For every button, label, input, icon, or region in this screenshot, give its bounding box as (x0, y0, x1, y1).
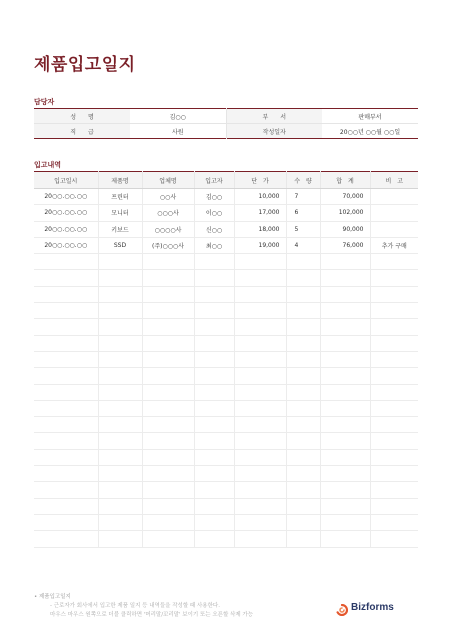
cell-receiver[interactable] (194, 498, 234, 514)
cell-receiver[interactable] (194, 335, 234, 351)
cell-date[interactable] (34, 254, 98, 270)
cell-receiver[interactable] (194, 286, 234, 302)
cell-date[interactable]: 20○○.○○.○○ (34, 189, 98, 205)
cell-vendor[interactable] (142, 417, 194, 433)
cell-product[interactable]: SSD (98, 237, 142, 253)
cell-receiver[interactable] (194, 319, 234, 335)
empty-item-row (34, 368, 418, 384)
cell-unit-price[interactable] (234, 466, 286, 482)
cell-total[interactable] (320, 433, 370, 449)
item-row (34, 205, 418, 221)
cell-total[interactable] (320, 466, 370, 482)
name-label: 성 명 (34, 109, 130, 124)
cell-note[interactable] (370, 254, 418, 270)
cell-date[interactable] (34, 514, 98, 530)
cell-quantity[interactable] (286, 368, 320, 384)
cell-unit-price[interactable] (234, 286, 286, 302)
cell-receiver[interactable] (194, 482, 234, 498)
name-value[interactable]: 김○○ (130, 109, 226, 124)
cell-receiver[interactable]: 김○○ (194, 189, 234, 205)
cell-product[interactable] (98, 482, 142, 498)
cell-unit-price[interactable] (234, 303, 286, 319)
cell-quantity[interactable]: 5 (286, 221, 320, 237)
bizforms-logo-icon (336, 601, 348, 613)
empty-item-row (34, 449, 418, 465)
cell-quantity[interactable] (286, 319, 320, 335)
manager-row (34, 124, 418, 139)
header-quantity: 수 량 (286, 172, 320, 189)
empty-item-row (34, 531, 418, 547)
cell-product[interactable] (98, 417, 142, 433)
cell-quantity[interactable] (286, 270, 320, 286)
cell-product[interactable] (98, 449, 142, 465)
cell-receiver[interactable] (194, 384, 234, 400)
cell-product[interactable] (98, 368, 142, 384)
cell-unit-price[interactable] (234, 417, 286, 433)
cell-note[interactable] (370, 221, 418, 237)
cell-product[interactable] (98, 433, 142, 449)
cell-note[interactable] (370, 335, 418, 351)
cell-date[interactable] (34, 319, 98, 335)
cell-date[interactable] (34, 270, 98, 286)
cell-receiver[interactable] (194, 466, 234, 482)
cell-receiver[interactable] (194, 514, 234, 530)
cell-vendor[interactable]: ○○○사 (142, 205, 194, 221)
cell-product[interactable] (98, 400, 142, 416)
cell-receiver[interactable]: 신○○ (194, 221, 234, 237)
cell-note[interactable] (370, 400, 418, 416)
cell-note[interactable] (370, 417, 418, 433)
cell-receiver[interactable]: 이○○ (194, 205, 234, 221)
empty-item-row (34, 433, 418, 449)
cell-quantity[interactable] (286, 449, 320, 465)
empty-item-row (34, 351, 418, 367)
cell-receiver[interactable]: 최○○ (194, 237, 234, 253)
cell-unit-price[interactable] (234, 498, 286, 514)
cell-quantity[interactable] (286, 286, 320, 302)
cell-vendor[interactable] (142, 319, 194, 335)
cell-date[interactable] (34, 400, 98, 416)
cell-total[interactable] (320, 351, 370, 367)
cell-vendor[interactable] (142, 514, 194, 530)
empty-item-row (34, 319, 418, 335)
cell-vendor[interactable] (142, 303, 194, 319)
cell-quantity[interactable]: 4 (286, 237, 320, 253)
cell-receiver[interactable] (194, 449, 234, 465)
cell-note[interactable]: 추가 구매 (370, 237, 418, 253)
header-date: 입고일시 (34, 172, 98, 189)
cell-total[interactable]: 102,000 (320, 205, 370, 221)
cell-quantity[interactable] (286, 514, 320, 530)
item-row (34, 189, 418, 205)
header-receiver: 입고자 (194, 172, 234, 189)
cell-vendor[interactable]: (주)○○○사 (142, 237, 194, 253)
header-product: 제품명 (98, 172, 142, 189)
cell-product[interactable] (98, 498, 142, 514)
cell-unit-price[interactable]: 17,000 (234, 205, 286, 221)
cell-quantity[interactable] (286, 303, 320, 319)
cell-total[interactable]: 90,000 (320, 221, 370, 237)
cell-vendor[interactable] (142, 254, 194, 270)
cell-quantity[interactable] (286, 384, 320, 400)
cell-receiver[interactable] (194, 417, 234, 433)
cell-vendor[interactable] (142, 351, 194, 367)
cell-date[interactable] (34, 433, 98, 449)
cell-vendor[interactable] (142, 270, 194, 286)
cell-note[interactable] (370, 368, 418, 384)
cell-product[interactable] (98, 319, 142, 335)
cell-quantity[interactable] (286, 335, 320, 351)
cell-unit-price[interactable] (234, 335, 286, 351)
cell-total[interactable] (320, 498, 370, 514)
cell-receiver[interactable] (194, 303, 234, 319)
cell-date[interactable]: 20○○.○○.○○ (34, 237, 98, 253)
cell-product[interactable] (98, 351, 142, 367)
cell-date[interactable] (34, 466, 98, 482)
cell-date[interactable] (34, 335, 98, 351)
cell-product[interactable] (98, 335, 142, 351)
cell-total[interactable] (320, 531, 370, 547)
empty-item-row (34, 466, 418, 482)
cell-total[interactable] (320, 449, 370, 465)
empty-item-row (34, 400, 418, 416)
cell-quantity[interactable]: 6 (286, 205, 320, 221)
cell-note[interactable] (370, 189, 418, 205)
cell-total[interactable] (320, 286, 370, 302)
department-value[interactable]: 판매부서 (322, 109, 418, 124)
cell-total[interactable] (320, 368, 370, 384)
header-note: 비 고 (370, 172, 418, 189)
cell-quantity[interactable] (286, 466, 320, 482)
cell-total[interactable] (320, 514, 370, 530)
cell-vendor[interactable] (142, 368, 194, 384)
cell-note[interactable] (370, 270, 418, 286)
cell-product[interactable] (98, 254, 142, 270)
cell-vendor[interactable] (142, 498, 194, 514)
cell-note[interactable] (370, 205, 418, 221)
cell-vendor[interactable] (142, 384, 194, 400)
cell-total[interactable] (320, 335, 370, 351)
cell-unit-price[interactable]: 18,000 (234, 221, 286, 237)
cell-product[interactable] (98, 270, 142, 286)
cell-note[interactable] (370, 351, 418, 367)
date-value[interactable]: 20○○년 ○○월 ○○일 (339, 128, 401, 136)
cell-vendor[interactable] (142, 449, 194, 465)
items-header-row (34, 172, 418, 189)
cell-product[interactable] (98, 531, 142, 547)
cell-product[interactable] (98, 286, 142, 302)
cell-unit-price[interactable]: 10,000 (234, 189, 286, 205)
cell-date[interactable] (34, 498, 98, 514)
cell-quantity[interactable] (286, 400, 320, 416)
rank-value[interactable]: 사원 (171, 128, 184, 136)
cell-product[interactable]: 키보드 (98, 221, 142, 237)
cell-total[interactable] (320, 400, 370, 416)
cell-note[interactable] (370, 531, 418, 547)
cell-vendor[interactable] (142, 466, 194, 482)
cell-unit-price[interactable] (234, 368, 286, 384)
item-row (34, 237, 418, 253)
header-vendor: 업체명 (142, 172, 194, 189)
cell-quantity[interactable] (286, 417, 320, 433)
empty-item-row (34, 286, 418, 302)
cell-total[interactable] (320, 270, 370, 286)
cell-quantity[interactable]: 7 (286, 189, 320, 205)
cell-total[interactable]: 70,000 (320, 189, 370, 205)
cell-product[interactable] (98, 514, 142, 530)
empty-item-row (34, 303, 418, 319)
cell-vendor[interactable] (142, 482, 194, 498)
header-unit-price: 단 가 (234, 172, 286, 189)
footer-title: • 제품입고일지 (34, 594, 71, 600)
empty-item-row (34, 384, 418, 400)
cell-note[interactable] (370, 384, 418, 400)
cell-date[interactable] (34, 449, 98, 465)
cell-note[interactable] (370, 514, 418, 530)
bizforms-logo-text: Bizforms (351, 601, 394, 613)
cell-unit-price[interactable] (234, 531, 286, 547)
cell-receiver[interactable] (194, 368, 234, 384)
cell-note[interactable] (370, 482, 418, 498)
cell-date[interactable] (34, 417, 98, 433)
cell-total[interactable] (320, 254, 370, 270)
cell-unit-price[interactable] (234, 254, 286, 270)
cell-date[interactable] (34, 384, 98, 400)
empty-item-row (34, 482, 418, 498)
cell-receiver[interactable] (194, 270, 234, 286)
empty-item-row (34, 335, 418, 351)
items-section-label: 입고내역 (34, 161, 62, 169)
cell-date[interactable] (34, 303, 98, 319)
cell-quantity[interactable] (286, 433, 320, 449)
empty-item-row (34, 270, 418, 286)
cell-date[interactable] (34, 368, 98, 384)
cell-date[interactable]: 20○○.○○.○○ (34, 205, 98, 221)
cell-note[interactable] (370, 303, 418, 319)
cell-unit-price[interactable] (234, 482, 286, 498)
cell-receiver[interactable] (194, 531, 234, 547)
cell-total[interactable] (320, 417, 370, 433)
cell-date[interactable]: 20○○.○○.○○ (34, 221, 98, 237)
cell-product[interactable] (98, 466, 142, 482)
rank-label: 직 급 (34, 124, 130, 139)
cell-unit-price[interactable] (234, 319, 286, 335)
cell-unit-price[interactable] (234, 270, 286, 286)
cell-unit-price[interactable] (234, 433, 286, 449)
department-label: 부 서 (226, 109, 322, 124)
manager-row (34, 109, 418, 124)
cell-quantity[interactable] (286, 498, 320, 514)
cell-quantity[interactable] (286, 351, 320, 367)
items-table (34, 171, 418, 548)
cell-unit-price[interactable] (234, 514, 286, 530)
cell-unit-price[interactable]: 19,000 (234, 237, 286, 253)
item-row (34, 221, 418, 237)
cell-product[interactable]: 프린터 (98, 189, 142, 205)
cell-note[interactable] (370, 433, 418, 449)
cell-unit-price[interactable] (234, 384, 286, 400)
cell-date[interactable] (34, 482, 98, 498)
cell-total[interactable] (320, 482, 370, 498)
cell-date[interactable] (34, 531, 98, 547)
cell-total[interactable] (320, 303, 370, 319)
cell-receiver[interactable] (194, 254, 234, 270)
cell-note[interactable] (370, 449, 418, 465)
cell-note[interactable] (370, 286, 418, 302)
empty-item-row (34, 498, 418, 514)
cell-receiver[interactable] (194, 400, 234, 416)
cell-vendor[interactable] (142, 335, 194, 351)
cell-note[interactable] (370, 466, 418, 482)
footer-note-2: 마우스 마우스 원쪽으로 더블 클릭하면 '머리말/꼬리말' 보이기 또는 오픈할 삭제 가능 (50, 612, 254, 618)
cell-receiver[interactable] (194, 433, 234, 449)
cell-product[interactable] (98, 303, 142, 319)
cell-vendor[interactable]: ○○사 (142, 189, 194, 205)
manager-section-label: 담당자 (34, 98, 55, 106)
cell-total[interactable] (320, 319, 370, 335)
cell-date[interactable] (34, 286, 98, 302)
cell-total[interactable] (320, 384, 370, 400)
footer-note-1: - 근로자가 회사에서 입고한 제품 일지 등 내역들을 작성할 때 사용한다. (50, 603, 220, 609)
cell-product[interactable]: 모니터 (98, 205, 142, 221)
cell-unit-price[interactable] (234, 449, 286, 465)
empty-item-row (34, 514, 418, 530)
cell-unit-price[interactable] (234, 400, 286, 416)
cell-total[interactable]: 76,000 (320, 237, 370, 253)
cell-quantity[interactable] (286, 254, 320, 270)
date-label: 작성일자 (226, 124, 322, 139)
cell-note[interactable] (370, 319, 418, 335)
bizforms-logo (336, 601, 394, 613)
cell-quantity[interactable] (286, 482, 320, 498)
page-title: 제품입고일지 (34, 55, 136, 75)
cell-date[interactable] (34, 351, 98, 367)
cell-quantity[interactable] (286, 531, 320, 547)
cell-vendor[interactable]: ○○○○사 (142, 221, 194, 237)
cell-receiver[interactable] (194, 351, 234, 367)
cell-vendor[interactable] (142, 400, 194, 416)
cell-unit-price[interactable] (234, 351, 286, 367)
empty-item-row (34, 417, 418, 433)
cell-product[interactable] (98, 384, 142, 400)
cell-vendor[interactable] (142, 433, 194, 449)
header-total: 합 계 (320, 172, 370, 189)
cell-note[interactable] (370, 498, 418, 514)
cell-vendor[interactable] (142, 531, 194, 547)
manager-table (34, 108, 418, 139)
empty-item-row (34, 254, 418, 270)
cell-vendor[interactable] (142, 286, 194, 302)
